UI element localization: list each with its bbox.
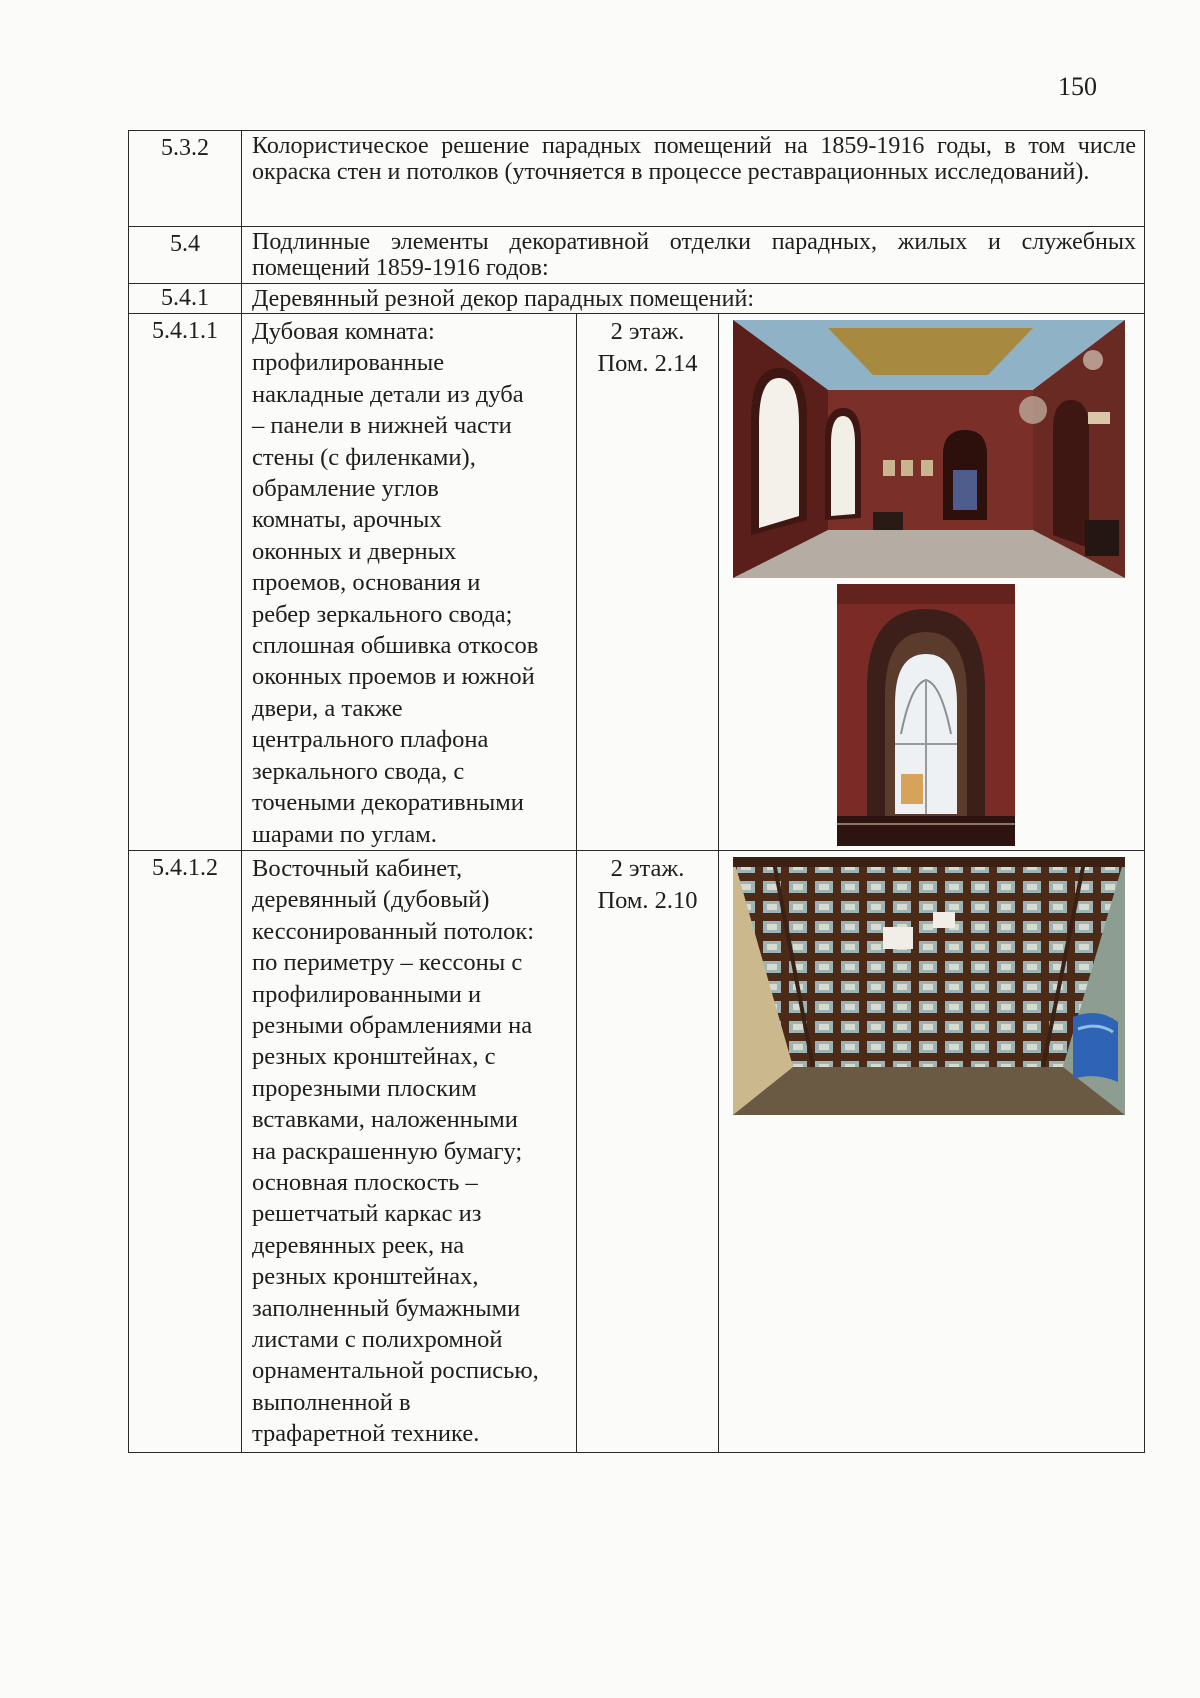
table-row [129, 314, 1145, 851]
floor-label: 2 этаж. [610, 854, 685, 882]
description-line: орнаментальной росписью, [252, 1357, 539, 1385]
description-line: проемов, основания и [252, 569, 481, 597]
description-line: шарами по углам. [252, 820, 437, 848]
item-number: 5.4.1.1 [129, 314, 242, 851]
description-line: резных кронштейнах, [252, 1263, 479, 1291]
arched-window-photo [837, 584, 1015, 846]
table-row [129, 131, 1145, 227]
description-line: деревянных реек, на [252, 1231, 465, 1259]
item-description [242, 314, 577, 851]
row-text: Деревянный резной декор парадных помещений: [242, 284, 1145, 314]
description-line: комнаты, арочных [252, 506, 442, 534]
description-line: обрамление углов [252, 475, 439, 503]
description-line: двери, а также [252, 694, 403, 722]
description-line: прорезными плоским [252, 1074, 477, 1102]
description-line: профилированными и [252, 980, 482, 1008]
floor-label: 2 этаж. [610, 318, 685, 345]
room-label: Пом. 2.10 [597, 886, 698, 914]
row-number: 5.3.2 [129, 131, 242, 227]
room-label: Пом. 2.14 [597, 350, 698, 377]
table-row [129, 850, 1145, 1452]
item-description [242, 850, 577, 1452]
coffered-ceiling-photo [733, 857, 1125, 1115]
item-photos [719, 314, 1145, 851]
description-line: оконных и дверных [252, 537, 457, 565]
item-photos [719, 850, 1145, 1452]
description-line: решетчатый каркас из [252, 1200, 482, 1228]
description-line: листами с полихромной [252, 1326, 503, 1353]
description-line: точеными декоративными [252, 789, 524, 817]
description-line: резными обрамлениями на [252, 1011, 533, 1039]
item-number: 5.4.1.2 [129, 850, 242, 1452]
description-line: основная плоскость – [252, 1168, 478, 1196]
oak-room-interior-photo [733, 320, 1125, 578]
description-line: профилированные [252, 349, 445, 377]
description-line: заполненный бумажными [252, 1294, 521, 1322]
description-line: деревянный (дубовый) [252, 886, 490, 914]
table-row [129, 227, 1145, 284]
description-line: Восточный кабинет, [252, 854, 463, 882]
page-number: 150 [1058, 72, 1097, 101]
description-line: выполненной в [252, 1388, 411, 1416]
row-text: Подлинные элементы декоративной отделки парадных, жилых и служебных помещений 1859-1916 годов: [242, 227, 1145, 284]
description-line: стены (с филенками), [252, 443, 476, 471]
description-line: центрального плафона [252, 726, 489, 754]
heritage-elements-table [128, 130, 1145, 1453]
description-line: вставками, наложенными [252, 1106, 518, 1134]
description-line: зеркального свода, с [252, 757, 465, 785]
description-line: накладные детали из дуба [252, 380, 524, 408]
item-location [577, 850, 719, 1452]
description-line: резных кронштейнах, с [252, 1043, 496, 1071]
description-line: Дубовая комната: [252, 318, 435, 345]
row-number: 5.4.1 [129, 284, 242, 314]
description-line: трафаретной технике. [252, 1420, 480, 1448]
row-text: Колористическое решение парадных помещений на 1859-1916 годы, в том числе окраска стен и потолков (уточняется в процессе реставрационных исследований). [242, 131, 1145, 227]
description-line: сплошная обшивка откосов [252, 632, 539, 660]
row-number: 5.4 [129, 227, 242, 284]
description-line: – панели в нижней части [252, 412, 512, 440]
description-line: оконных проемов и южной [252, 663, 535, 691]
table-row [129, 284, 1145, 314]
description-line: на раскрашенную бумагу; [252, 1137, 523, 1165]
description-line: по периметру – кессоны с [252, 949, 523, 977]
item-location [577, 314, 719, 851]
description-line: кессонированный потолок: [252, 917, 535, 945]
description-line: ребер зеркального свода; [252, 600, 513, 628]
